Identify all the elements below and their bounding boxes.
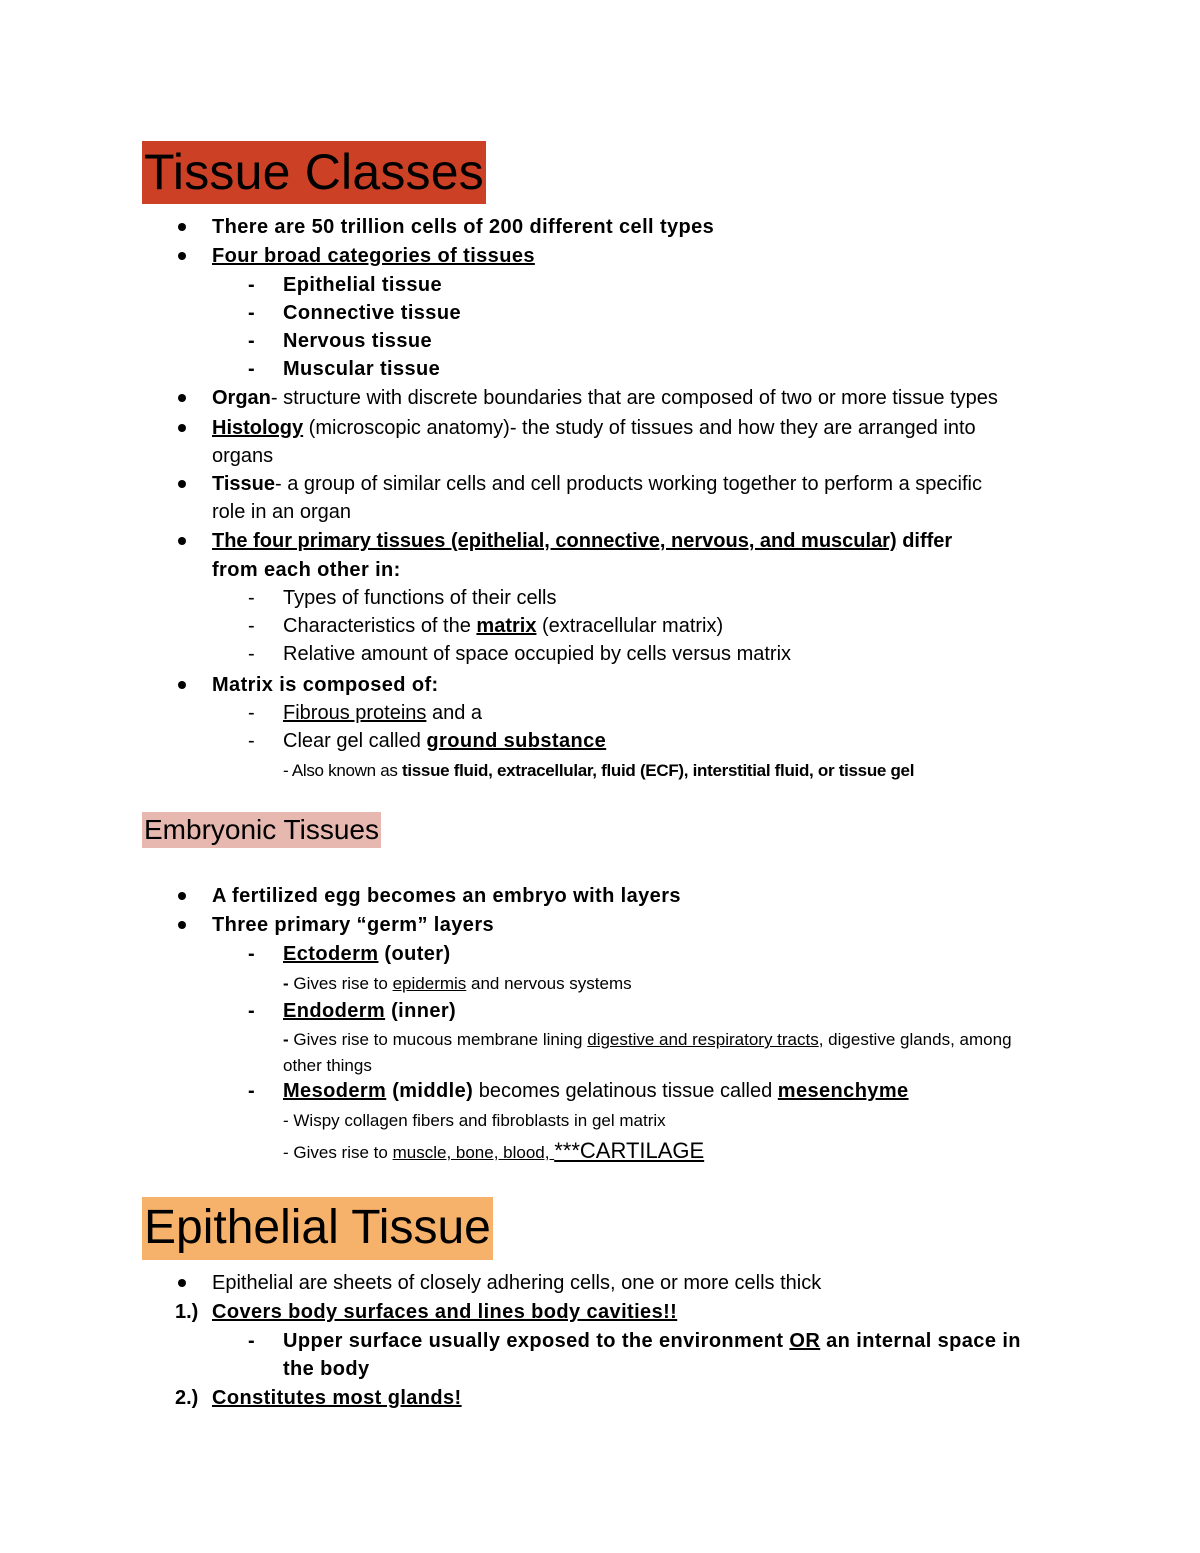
sub-note [283,757,914,785]
underlined-text: Ectoderm [283,943,379,965]
list-item [283,699,482,727]
underlined-text: epidermis [392,974,467,993]
heading-tissue-classes: Tissue Classes [142,141,486,204]
list-number: 1.) [175,1301,199,1323]
underlined-text: ground substance [426,730,607,752]
bullet-icon [178,921,186,929]
text: and a [426,702,483,724]
underlined-text: Mesoderm [283,1080,387,1102]
list-item [283,940,451,968]
list-item: A fertilized egg becomes an embryo with layers [212,885,681,907]
text: , digestive glands, among [818,1030,1012,1049]
text: Clear gel called [283,730,427,752]
sub-note: - Wispy collagen fibers and fibroblasts in gel matrix [283,1111,666,1130]
text: Characteristics of the [283,615,477,637]
underlined-text: digestive and respiratory tracts [587,1030,819,1049]
text: (outer) [378,943,451,965]
text: becomes gelatinous tissue called [473,1080,778,1102]
bullet-icon [178,424,186,432]
underlined-text: OR [789,1330,821,1352]
underlined-text: Fibrous proteins [283,702,427,724]
text: differ [896,530,953,552]
underlined-text: The four primary tissues (epithelial, connective, nervous, and muscular) [212,530,897,552]
bullet-icon [178,223,186,231]
list-item-continuation: organs [212,445,274,467]
dash-marker: - [248,302,255,324]
list-item-continuation: from each other in: [212,559,401,581]
text: an internal space in [820,1330,1021,1352]
list-item: Matrix is composed of: [212,674,439,696]
sub-note [283,1137,704,1167]
definition: - structure with discrete boundaries that are composed of two or more tissue types [270,387,998,409]
heading-embryonic-tissues: Embryonic Tissues [142,812,381,848]
bullet-icon [178,394,186,402]
text: and nervous systems [466,974,632,993]
underlined-text: matrix [476,615,537,637]
text: - [283,974,294,993]
underlined-text: ***CARTILAGE [554,1138,705,1163]
term: Organ [212,387,271,409]
text: (extracellular matrix) [536,615,724,637]
dash-marker: - [248,702,255,724]
dash-marker: - [248,274,255,296]
list-item: Covers body surfaces and lines body cavities!! [212,1301,678,1323]
list-item-continuation: role in an organ [212,501,351,523]
text: (inner) [385,1000,457,1022]
bullet-icon [178,480,186,488]
list-item: Epithelial tissue [283,274,443,296]
list-item [212,414,976,442]
list-item [283,997,456,1025]
underlined-text: Endoderm [283,1000,386,1022]
list-item [283,1077,909,1105]
term: Tissue [212,473,275,495]
list-item: There are 50 trillion cells of 200 different cell types [212,216,715,238]
dash-marker: - [248,1330,255,1352]
heading-epithelial-tissue: Epithelial Tissue [142,1197,493,1260]
list-item [212,470,982,498]
list-item: Types of functions of their cells [283,587,557,609]
dash-marker: - [248,587,255,609]
sub-note-continuation: other things [283,1056,372,1075]
list-item [212,384,998,412]
list-item [283,612,723,640]
underlined-text: muscle, bone, blood, [392,1143,555,1162]
text: (middle) [386,1080,474,1102]
bullet-icon [178,537,186,545]
text: Upper surface usually exposed to the environment [283,1330,790,1352]
list-item: Connective tissue [283,302,461,324]
sub-note [283,1026,1012,1054]
text: tissue fluid, extracellular, fluid (ECF), interstitial fluid, or tissue gel [401,761,915,780]
dash-marker: - [248,1080,255,1102]
list-item [283,1327,1021,1355]
text: - [283,1030,294,1049]
dash-marker: - [248,615,255,637]
bullet-icon [178,681,186,689]
dash-marker: - [248,330,255,352]
list-item [212,527,952,555]
list-item: Relative amount of space occupied by cells versus matrix [283,643,792,665]
list-item-continuation: the body [283,1358,370,1380]
bullet-icon [178,252,186,260]
definition: (microscopic anatomy)- the study of tissues and how they are arranged into [303,417,976,439]
underlined-text: mesenchyme [777,1080,909,1102]
sub-note [283,970,632,998]
definition: - a group of similar cells and cell products working together to perform a specific [275,473,982,495]
dash-marker: - [248,643,255,665]
text: Gives rise to mucous membrane lining [293,1030,588,1049]
term: Histology [212,417,304,439]
list-item: Muscular tissue [283,358,441,380]
list-item: Four broad categories of tissues [212,245,535,267]
bullet-icon [178,1279,186,1287]
list-item: Epithelial are sheets of closely adhering cells, one or more cells thick [212,1272,822,1294]
list-item: Constitutes most glands! [212,1387,462,1409]
list-item: Nervous tissue [283,330,432,352]
list-item [283,727,606,755]
list-item: Three primary “germ” layers [212,914,495,936]
bullet-icon [178,892,186,900]
dash-marker: - [248,730,255,752]
text: - Gives rise to [283,1143,393,1162]
dash-marker: - [248,1000,255,1022]
list-number: 2.) [175,1387,199,1409]
dash-marker: - [248,358,255,380]
text: Gives rise to [293,974,393,993]
dash-marker: - [248,943,255,965]
text: - Also known as [283,761,402,780]
